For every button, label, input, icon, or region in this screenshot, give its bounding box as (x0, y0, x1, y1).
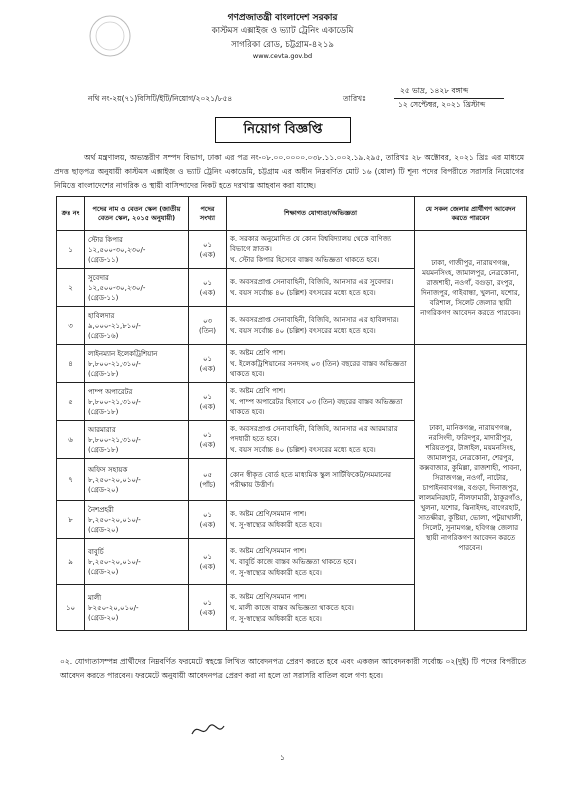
requirement-item: খ. ইলেকট্রিশিয়ানের সনদসহ ০৩ (তিন) বছরের বাস্তব অভিজ্ঞতা থাকতে হবে। (230, 360, 407, 378)
post-count-word: (এক) (199, 402, 216, 411)
requirement-item: ক. অবসরপ্রাপ্ত সেনাবাহিনী, বিজিবি, আনসার এর হাবিলদার। (230, 316, 399, 324)
requirement-item: খ. বয়স সর্বোচ্চ ৪০ (চল্লিশ) বৎসরের মধ্যে হতে হবে। (230, 446, 376, 454)
cell-post (85, 421, 189, 459)
cell-post (85, 459, 189, 501)
requirement-item: ক. অবসরপ্রাপ্ত সেনাবাহিনী, বিজিবি, আনসার এর সুবেদার। (230, 278, 394, 286)
requirement-item: ক. অষ্টম শ্রেণি পাশ। (230, 349, 286, 357)
post-count-word: (এক) (199, 520, 216, 529)
pay-scale: ১২,৫০০-৩০,২৩০/- (88, 245, 146, 254)
memo-number: নথি নং-২য়(৭১)বিসিটি/ইটি/নিয়োগ/২০২১/৮৫৪ (88, 94, 233, 103)
page-title: নিয়োগ বিজ্ঞপ্তি (215, 117, 351, 143)
grade: (গ্রেড-১৮) (88, 445, 119, 454)
cell-sl: ২ (57, 269, 85, 307)
post-count-word: (এক) (199, 608, 216, 617)
post-count-word: (এক) (199, 440, 216, 449)
requirement-item: গ. সু-স্বাস্থ্যের অধিকারী হতে হবে। (230, 614, 322, 623)
post-count-word: (এক) (199, 364, 216, 373)
cell-count (189, 539, 227, 585)
grade: (গ্রেড-২০) (88, 525, 119, 534)
table-row (57, 231, 527, 269)
requirement-item: খ. বয়স সর্বোচ্চ ৪০ (চল্লিশ) বৎসরের মধ্যে হতে হবে। (230, 289, 376, 297)
grade: (গ্রেড-২০) (88, 485, 119, 494)
cell-sl: ১০ (57, 585, 85, 631)
date-bangla: ২৫ ভাদ্র, ১৪২৮ বঙ্গাব্দ (400, 86, 469, 95)
cell-sl: ৪ (57, 345, 85, 383)
post-count: ০১ (202, 354, 213, 363)
pay-scale: ৮,২৫০-২০,০১০/- (88, 557, 141, 566)
cell-sl: ৬ (57, 421, 85, 459)
grade: (গ্রেড-১১) (88, 293, 119, 302)
requirement-item: খ. বাবুর্চি কাজে বাস্তব অভিজ্ঞতা থাকতে হবে। (230, 557, 357, 566)
requirement-item: ক. অষ্টম শ্রেণি পাশ। (230, 387, 286, 395)
post-count: ০১ (202, 430, 213, 439)
pay-scale: ৮২৫০-২০,০১০/- (88, 603, 139, 612)
signature-mark (190, 720, 226, 740)
post-count-word: (তিন) (199, 326, 216, 335)
cell-sl: ৮ (57, 501, 85, 539)
post-count-word: (এক) (199, 288, 216, 297)
post-count-word: (এক) (199, 562, 216, 571)
post-name: আরমারার (88, 425, 116, 434)
post-count: ০১ (202, 278, 213, 287)
cell-post (85, 345, 189, 383)
header-address: সাগরিকা রোড, চট্টগ্রাম-৪২১৯ (231, 40, 334, 50)
cell-count (189, 269, 227, 307)
cell-post (85, 269, 189, 307)
cell-count (189, 383, 227, 421)
col-header-requirements: শিক্ষাগত যোগ্যতা/অভিজ্ঞতা (227, 197, 415, 231)
post-name: লাইনম্যান ইলেকট্রিশিয়ান (88, 349, 158, 358)
cell-requirements (227, 345, 415, 383)
post-count: ০৩ (202, 316, 213, 325)
date-divider (394, 98, 504, 99)
cell-post (85, 383, 189, 421)
cell-requirements (227, 421, 415, 459)
cell-count (189, 307, 227, 345)
cell-requirements (227, 231, 415, 269)
requirement-item: ক. অষ্টম শ্রেণি/সমমান পাশ। (230, 546, 307, 555)
grade: (গ্রেড-১৮) (88, 407, 119, 416)
requirement-item: কোন স্বীকৃত বোর্ড হতে মাধ্যমিক স্কুল সার্টিফিকেট/সমমানের পরীক্ষায় উত্তীর্ণ। (230, 470, 392, 489)
cell-post (85, 231, 189, 269)
cell-count (189, 231, 227, 269)
post-name: নৈশপ্রহরী (88, 505, 114, 514)
post-name: হাবিলদার (88, 311, 115, 320)
grade: (গ্রেড-১৮) (88, 369, 119, 378)
pay-scale: ৮,৮০০-২১,৩১০/- (88, 435, 141, 444)
cell-requirements (227, 539, 415, 585)
cell-sl: ৩ (57, 307, 85, 345)
pay-scale: ১২,৫০০-৩০,২৩০/- (88, 283, 146, 292)
cell-sl: ৫ (57, 383, 85, 421)
requirement-item: খ. বয়স সর্বোচ্চ ৪০ (চল্লিশ) বৎসরের মধ্যে হতে হবে। (230, 327, 376, 335)
post-name: মালী (88, 593, 102, 602)
cell-requirements (227, 383, 415, 421)
post-count: ০১ (202, 392, 213, 401)
cell-districts-group1: ঢাকা, গাজীপুর, নারায়ণগঞ্জ, ময়মনসিংহ, জামালপুর, নেত্রকোনা, রাজশাহী, নওগাঁ, বগুড়া, রংপুর, দিনাজপুর, গাইবান্ধা, খুলনা, যশোর, বরিশাল, সিলেট জেলার স্থায়ী নাগরিকগণ আবেদন করতে পারবেন। (415, 231, 527, 345)
cell-post (85, 539, 189, 585)
pay-scale: ৮,৮০০-২১,৩১০/- (88, 397, 141, 406)
cell-sl: ৭ (57, 459, 85, 501)
cell-count (189, 501, 227, 539)
date-label: তারিখঃ (343, 94, 366, 103)
grade: (গ্রেড-১৬) (88, 331, 119, 340)
post-name: স্টোর কিপার (88, 235, 123, 244)
cell-count (189, 421, 227, 459)
col-header-sl: ক্রঃ নং (57, 197, 85, 231)
requirement-item: খ. পাম্প অপারেটর হিসাবে ০৩ (তিন) বছরের বাস্তব অভিজ্ঞতা থাকতে হবে। (230, 398, 403, 416)
cell-count (189, 345, 227, 383)
post-count: ০১ (202, 510, 213, 519)
requirement-item: গ. সু-স্বাস্থ্যের অধিকারী হতে হবে। (230, 568, 322, 577)
post-name: পাম্প অপারেটর (88, 387, 133, 396)
pay-scale: ৯,০০০-২১,৮১০/- (88, 321, 141, 330)
requirement-item: খ. স্টোর কিপার হিসেবে বাস্তব অভিজ্ঞতা থাকতে হবে। (230, 256, 380, 264)
cell-districts-group2: ঢাকা, মানিকগঞ্জ, নারায়ণগঞ্জ, নরসিংদী, ফরিদপুর, মাদারীপুর, শরিয়তপুর, টাঙ্গাইল, ময়মনসিংহ, জামালপুর, নেত্রকোনা, শেরপুর, কক্সবাজার, কুমিল্লা, রাজশাহী, পাবনা, সিরাজগঞ্জ, নওগাঁ, নাটোর, চাপাইনবাবগঞ্জ, বগুড়া, দিনাজপুর, লালমনিরহাট, নীলফামারী, ঠাকুরগাঁও, খুলনা, যশোর, ঝিনাইদহ, বাগেরহাট, সাতক্ষীরা, কুষ্টিয়া, ভোলা, পটুয়াখালী, সিলেট, সুনামগঞ্জ, হবিগঞ্জ জেলার স্থায়ী নাগরিকগণ আবেদন করতে পারবেন। (415, 345, 527, 631)
header-govt: গণপ্রজাতন্ত্রী বাংলাদেশ সরকার (227, 13, 338, 23)
post-count: ০১ (202, 598, 213, 607)
cell-requirements (227, 269, 415, 307)
pay-scale: ৮,৮০০-২১,৩১০/- (88, 359, 141, 368)
header-website[interactable]: www.cevta.gov.bd (252, 52, 313, 60)
grade: (গ্রেড-২০) (88, 567, 119, 576)
cell-count (189, 459, 227, 501)
table-row (57, 345, 527, 383)
cell-requirements (227, 307, 415, 345)
pay-scale: ৮,২৫০-২০,০১০/- (88, 475, 141, 484)
cell-requirements (227, 585, 415, 631)
requirement-item: ক. সরকার অনুমোদিত যে কোন বিশ্ববিদ্যালয় থেকে বাণিজ্য বিভাগে স্নাতক। (230, 235, 392, 253)
requirement-item: ক. অষ্টম শ্রেণি/সমমান পাশ। (230, 592, 307, 601)
date-english: ১২ সেপ্টেম্বর, ২০২১ খ্রিস্টাব্দ (398, 100, 486, 109)
col-header-count: পদের সংখ্যা (189, 197, 227, 231)
grade: (গ্রেড-২০) (88, 613, 119, 622)
post-count: ০৫ (202, 470, 213, 479)
post-name: অফিস সহায়ক (88, 465, 128, 474)
post-count: ০১ (202, 240, 213, 249)
requirement-item: ক. অষ্টম শ্রেণি/সমমান পাশ। (230, 510, 307, 518)
cell-sl: ১ (57, 231, 85, 269)
requirement-item: খ. মালী কাজে বাস্তব অভিজ্ঞতা থাকতে হবে। (230, 603, 354, 612)
post-count: ০১ (202, 552, 213, 561)
vacancy-table (56, 196, 527, 631)
post-name: সুবেদার (88, 273, 109, 282)
cell-sl: ৯ (57, 539, 85, 585)
cell-post (85, 307, 189, 345)
cell-post (85, 585, 189, 631)
cell-post (85, 501, 189, 539)
cell-requirements (227, 459, 415, 501)
page-number: ১ (279, 753, 286, 762)
cell-count (189, 585, 227, 631)
header-academy: কাস্টমস এক্সাইজ ও ভ্যাট ট্রেনিং একাডেমি (211, 26, 354, 36)
footnote-paragraph: ০২. যোগ্যতাসম্পন্ন প্রার্থীদের নিম্নবর্ণিত ফরমেটে স্বহস্তে লিখিত আবেদনপত্র প্রেরণ করতে হবে এবং একজন আবেদনকারী সর্বোচ্চ ০২(দুই) টি পদের বিপরীতে আবেদন করতে পারবেন। ফরমেটে অনুযায়ী আবেদনপত্র প্রেরণ করা না হলে তা সরাসরি বাতিল বলে গণ্য হবে। (60, 657, 526, 680)
pay-scale: ৮,২৫০-২০,০১০/- (88, 515, 141, 524)
col-header-post: পদের নাম ও বেতন স্কেল (জাতীয় বেতন স্কেল, ২০১৫ অনুযায়ী) (85, 197, 189, 231)
cell-requirements (227, 501, 415, 539)
grade: (গ্রেড-১১) (88, 255, 119, 264)
post-count-word: (পাঁচ) (199, 480, 216, 489)
intro-paragraph: অর্থ মন্ত্রণালয়, অভ্যন্তরীণ সম্পদ বিভাগ, ঢাকা এর পত্র নং-০৮.০০.০০০০.০৩৮.১১.০০২.১৯.২৯৫, তারিখঃ ২৮ অক্টোবর, ২০২১ খ্রিঃ এর মাধ্যমে প্রদত্ত ছাড়পত্র অনুযায়ী কাস্টমস এক্সাইজ ও ভ্যাট ট্রেনিং একাডেমি, চট্টগ্রাম এর অধীন নিম্নবর্ণিত মোট ১৬ (ষোল) টি শূন্য পদের বিপরীতে সরাসরি নিয়োগের নিমিত্তে বাংলাদেশের নাগরিক ও স্থায়ী বাসিন্দাদের নিকট হতে দরখাস্ত আহবান করা যাচ্ছে। (54, 153, 524, 190)
requirement-item: ক. অবসরপ্রাপ্ত সেনাবাহিনী, বিজিবি, আনসার এর আরমারার পদধারী হতে হবে। (230, 425, 398, 443)
post-name: বাবুর্চি (88, 547, 104, 556)
post-count-word: (এক) (199, 250, 216, 259)
requirement-item: খ. সু-স্বাস্থ্যের অধিকারী হতে হবে। (230, 521, 322, 529)
col-header-districts: যে সকল জেলার প্রার্থীগণ আবেদন করতে পারবেন (415, 197, 527, 231)
